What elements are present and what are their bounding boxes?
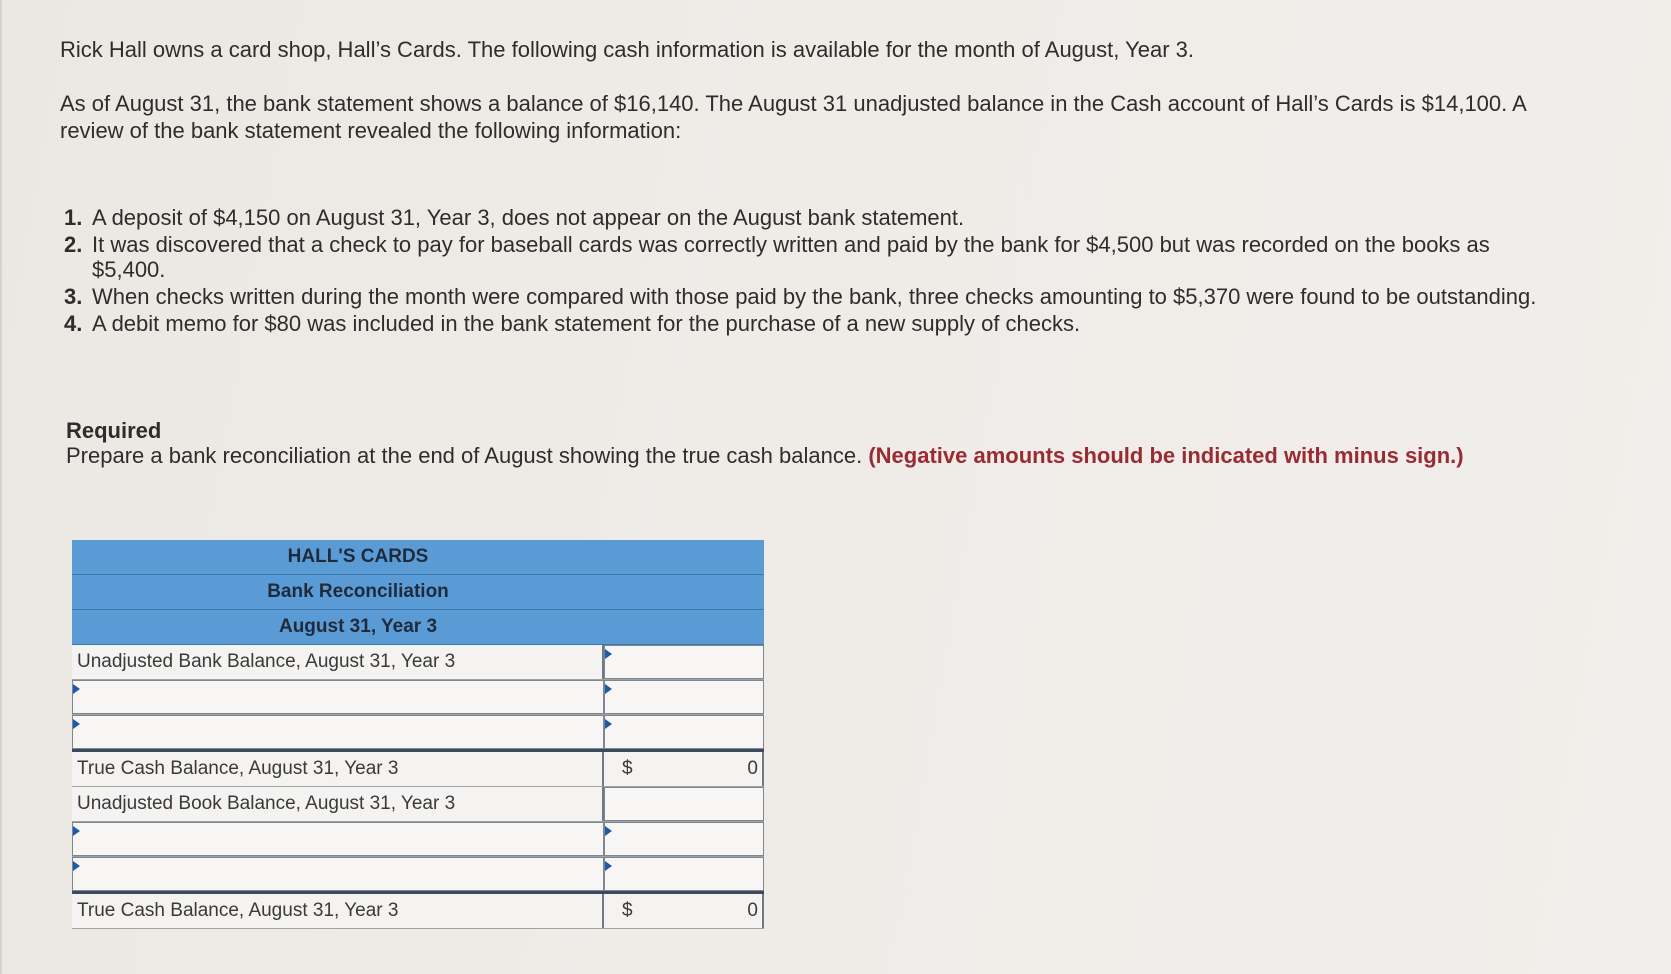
true-cash-balance-value-bank	[604, 752, 764, 786]
bank-adjustment-amount-input-1[interactable]	[604, 680, 764, 714]
bank-adjustment-amount-input-2[interactable]	[604, 715, 764, 749]
table-row	[72, 894, 764, 929]
bank-adjustment-description-dropdown-2[interactable]	[72, 715, 604, 749]
unadjusted-bank-balance-input[interactable]	[604, 645, 764, 679]
list-item-number: 1.	[64, 205, 83, 230]
unadjusted-book-balance-label: Unadjusted Book Balance, August 31, Year 3	[72, 787, 604, 821]
table-row	[72, 715, 764, 752]
true-cash-balance-amount-book: 0	[747, 900, 758, 921]
input-marker-icon	[605, 861, 612, 871]
intro-paragraph-1: Rick Hall owns a card shop, Hall’s Cards. The following cash information is available for the month of August, Year 3.	[60, 37, 1194, 62]
company-name-header: HALL'S CARDS	[72, 540, 764, 575]
left-edge-divider	[0, 0, 2, 974]
table-row	[72, 752, 764, 787]
list-item-number: 4.	[64, 311, 83, 336]
required-text: Prepare a bank reconciliation at the end of August showing the true cash balance.	[66, 443, 863, 468]
list-item-text: A deposit of $4,150 on August 31, Year 3, does not appear on the August bank statement.	[92, 205, 965, 230]
list-item-number: 2.	[64, 232, 83, 257]
list-item	[64, 311, 1564, 336]
unadjusted-book-balance-input[interactable]	[604, 787, 764, 821]
true-cash-balance-amount-bank: 0	[747, 758, 758, 779]
information-list	[64, 205, 1564, 338]
list-item-text: A debit memo for $80 was included in the bank statement for the purchase of a new supply of checks.	[92, 311, 1081, 336]
dropdown-marker-icon	[73, 826, 80, 836]
table-row	[72, 787, 764, 822]
input-marker-icon	[605, 684, 612, 694]
list-item	[64, 205, 1564, 230]
true-cash-balance-label-book: True Cash Balance, August 31, Year 3	[72, 894, 604, 928]
negative-amount-note: (Negative amounts should be indicated with minus sign.)	[868, 443, 1464, 468]
required-instructions	[66, 443, 1496, 468]
list-item-text: When checks written during the month were compared with those paid by the bank, three checks amounting to $5,370 were found to be outstanding.	[92, 284, 1537, 309]
input-marker-icon	[605, 826, 612, 836]
list-item-number: 3.	[64, 284, 83, 309]
table-row	[72, 857, 764, 894]
book-adjustment-amount-input-2[interactable]	[604, 857, 764, 891]
dropdown-marker-icon	[73, 684, 80, 694]
statement-title-header: Bank Reconciliation	[72, 575, 764, 610]
book-adjustment-description-dropdown-1[interactable]	[72, 822, 604, 856]
statement-date-header: August 31, Year 3	[72, 610, 764, 645]
input-marker-icon	[605, 719, 612, 729]
table-row	[72, 645, 764, 680]
dropdown-marker-icon	[73, 861, 80, 871]
bank-adjustment-description-dropdown-1[interactable]	[72, 680, 604, 714]
true-cash-balance-value-book	[604, 894, 764, 928]
problem-intro	[60, 36, 1580, 171]
currency-symbol: $	[622, 758, 633, 779]
bank-reconciliation-table	[72, 540, 764, 929]
input-marker-icon	[605, 649, 612, 659]
required-section	[66, 418, 1496, 468]
list-item	[64, 232, 1564, 282]
unadjusted-bank-balance-label: Unadjusted Bank Balance, August 31, Year 3	[72, 645, 604, 679]
currency-symbol: $	[622, 900, 633, 921]
list-item-text: It was discovered that a check to pay for baseball cards was correctly written and paid by the bank for $4,500 but was recorded on the books as $5,400.	[92, 232, 1490, 282]
true-cash-balance-label-bank: True Cash Balance, August 31, Year 3	[72, 752, 604, 786]
dropdown-marker-icon	[73, 719, 80, 729]
table-row	[72, 822, 764, 857]
book-adjustment-description-dropdown-2[interactable]	[72, 857, 604, 891]
table-row	[72, 680, 764, 715]
book-adjustment-amount-input-1[interactable]	[604, 822, 764, 856]
required-heading: Required	[66, 418, 162, 443]
intro-paragraph-2: As of August 31, the bank statement shows a balance of $16,140. The August 31 unadjusted balance in the Cash account of Hall’s Cards is $14,100. A review of the bank statement revealed the following information:	[60, 91, 1526, 143]
list-item	[64, 284, 1564, 309]
